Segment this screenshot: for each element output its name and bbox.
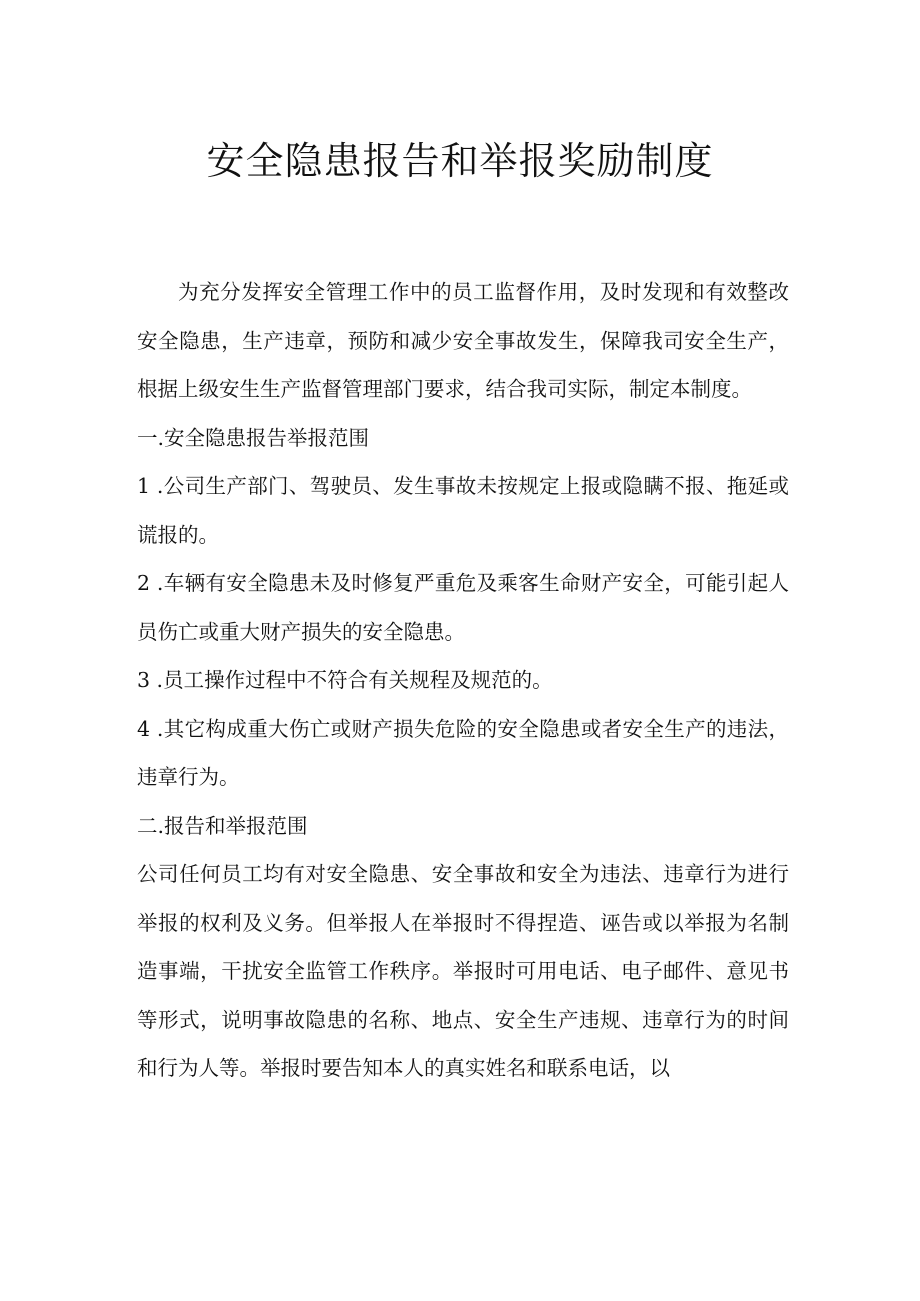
document-body [137, 268, 789, 1093]
intro-paragraph: 为充分发挥安全管理工作中的员工监督作用，及时发现和有效整改安全隐患，生产违章，预防和减少安全事故发生，保障我司安全生产，根据上级安生生产监督管理部门要求，结合我司实际，制定本制度。 [137, 280, 789, 401]
list-item-3: 3 .员工操作过程中不符合有关规程及规范的。 [137, 668, 553, 692]
section-heading-2: 二.报告和举报范围 [137, 813, 308, 838]
list-item-1: 1 .公司生产部门、驾驶员、发生事故未按规定上报或隐瞒不报、拖延或谎报的。 [137, 474, 789, 547]
section-heading-1: 一.安全隐患报告举报范围 [137, 425, 370, 450]
reporting-paragraph: 公司任何员工均有对安全隐患、安全事故和安全为违法、违章行为进行举报的权利及义务。但举报人在举报时不得捏造、诬告或以举报为名制造事端，干扰安全监管工作秩序。举报时可用电话、电子邮件、意见书等形式，说明事故隐患的名称、地点、安全生产违规、违章行为的时间和行为人等。举报时要告知本人的真实姓名和联系电话，以 [137, 862, 789, 1080]
document-title: 安全隐患报告和举报奖励制度 [206, 139, 714, 183]
list-item-2: 2 .车辆有安全隐患未及时修复严重危及乘客生命财产安全，可能引起人员伤亡或重大财产损失的安全隐患。 [137, 571, 789, 644]
list-item-4: 4 .其它构成重大伤亡或财产损失危险的安全隐患或者安全生产的违法，违章行为。 [137, 716, 789, 789]
